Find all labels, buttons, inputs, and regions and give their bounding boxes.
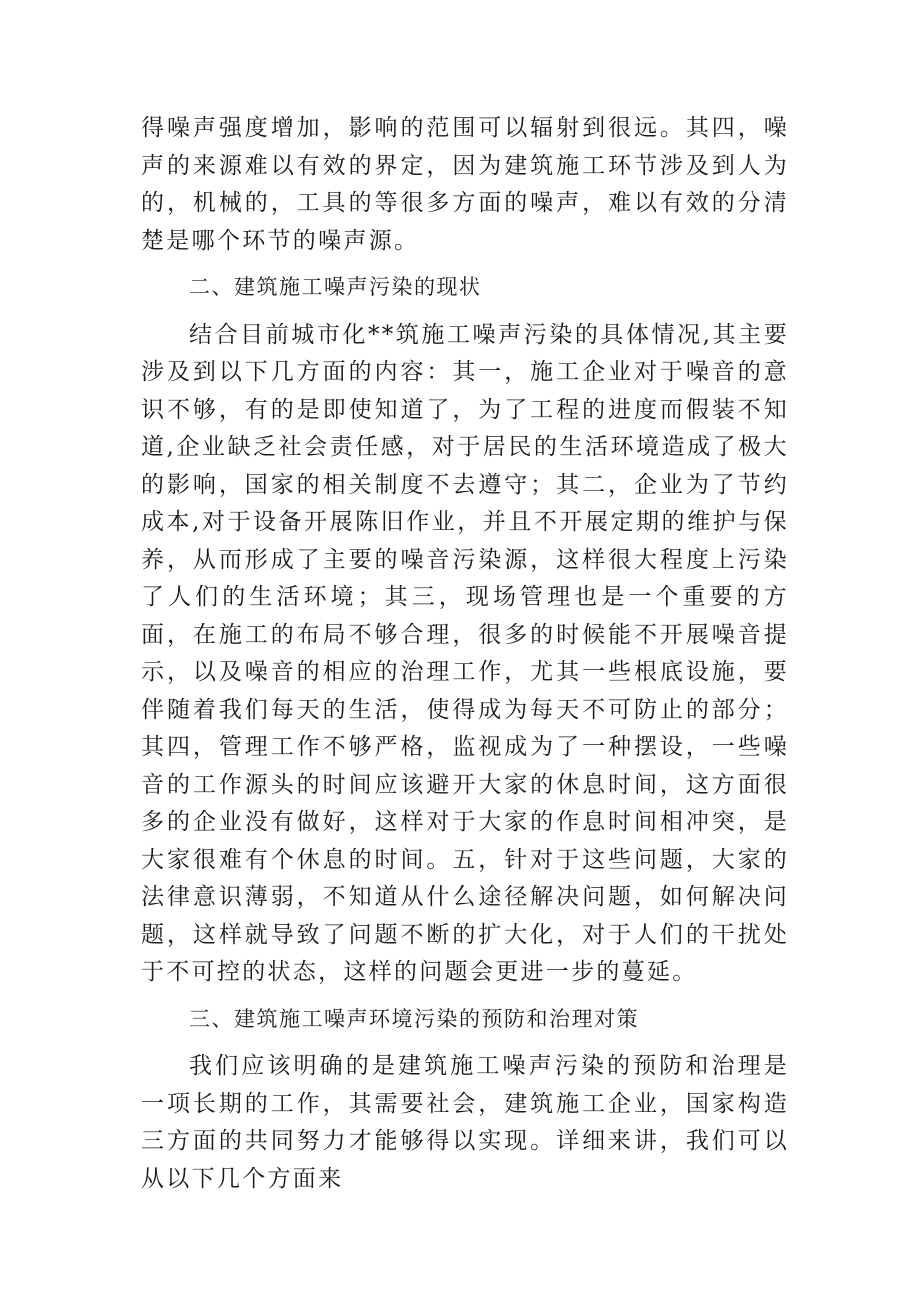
section-heading-3: 三、建筑施工噪声环境污染的预防和治理对策 <box>189 1006 639 1031</box>
paragraph-prevention-intro: 我们应该明确的是建筑施工噪声污染的预防和治理是一项长期的工作，其需要社会，建筑施工企业，国家构造三方面的共同努力才能够得以实现。详细来讲，我们可以从以下几个方面来 <box>141 1053 789 1192</box>
document-page <box>141 110 789 1198</box>
paragraph-current-status: 结合目前城市化**筑施工噪声污染的具体情况,其主要涉及到以下几方面的内容：其一，施工企业对于噪音的意识不够，有的是即使知道了，为了工程的进度而假装不知道,企业缺乏社会责任感，对于居民的生活环境造成了极大的影响，国家的相关制度不去遵守；其二，企业为了节约成本,对于设备开展陈旧作业，并且不开展定期的维护与保养，从而形成了主要的噪音污染源，这样很大程度上污染了人们的生活环境；其三，现场管理也是一个重要的方面，在施工的布局不够合理，很多的时候能不开展噪音提示，以及噪音的相应的治理工作，尤其一些根底设施，要伴随着我们每天的生活，使得成为每天不可防止的部分；其四，管理工作不够严格，监视成为了一种摆设，一些噪音的工作源头的时间应该避开大家的休息时间，这方面很多的企业没有做好，这样对于大家的作息时间相冲突，是大家很难有个休息的时间。五，针对于这些问题，大家的法律意识薄弱，不知道从什么途径解决问题，如何解决问题，这样就导致了问题不断的扩大化，对于人们的干扰处于不可控的状态，这样的问题会更进一步的蔓延。 <box>141 321 789 985</box>
paragraph-continuation: 得噪声强度增加，影响的范围可以辐射到很远。其四，噪声的来源难以有效的界定，因为建筑施工环节涉及到人为的，机械的，工具的等很多方面的噪声，难以有效的分清楚是哪个环节的噪声源。 <box>141 115 789 254</box>
section-heading-2: 二、建筑施工噪声污染的现状 <box>189 275 482 299</box>
